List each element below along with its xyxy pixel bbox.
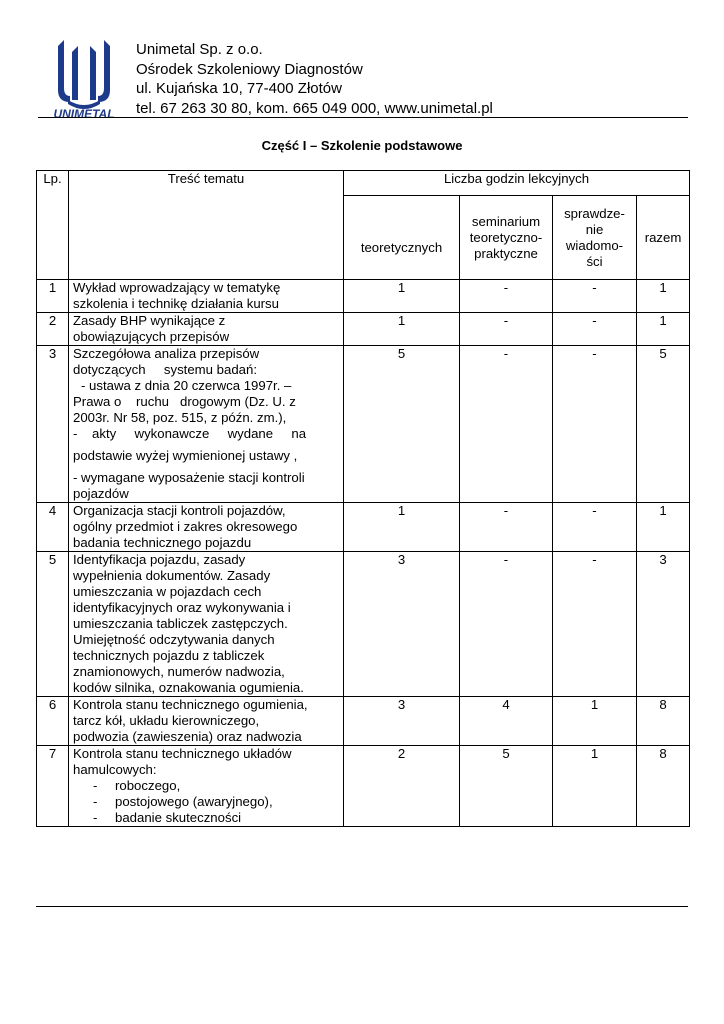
col-seminar-line: seminarium [471,213,541,229]
row-lp: 7 [37,746,69,827]
row-topic [69,746,344,827]
row-theory: 3 [344,552,460,697]
row-check: - [553,552,637,697]
company-contact: tel. 67 263 30 80, kom. 665 049 000, www.unimetal.pl [136,99,493,117]
row-total: 1 [637,280,690,313]
section-title: Część I – Szkolenie podstawowe [261,138,463,153]
topic-line: 2003r. Nr 58, poz. 515, z późn. zm.), [73,410,287,425]
col-theory-label: teoretycznych [360,239,443,255]
topic-line: identyfikacyjnych oraz wykonywania i [73,600,291,615]
row-seminar: 5 [460,746,553,827]
row-theory: 3 [344,697,460,746]
row-seminar: - [460,313,553,346]
table-header-row [37,171,690,196]
curriculum-table [36,170,690,827]
topic-line: Wykład wprowadzający w tematykę [73,280,281,295]
topic-line: badania technicznego pojazdu [73,535,252,550]
table-row [37,346,690,503]
topic-line: Prawa o ruchu drogowym (Dz. U. z [73,394,296,409]
row-total: 8 [637,746,690,827]
row-theory: 1 [344,503,460,552]
row-seminar: - [460,552,553,697]
row-topic [69,313,344,346]
topic-line: - wymagane wyposażenie stacji kontroli [73,470,305,485]
col-check-header [553,196,637,280]
sub-item-text: postojowego (awaryjnego), [115,794,273,809]
row-check: 1 [553,746,637,827]
hours-group-header: Liczba godzin lekcyjnych [344,171,690,196]
col-total-header: razem [637,196,690,280]
sub-item [73,794,339,810]
row-topic [69,280,344,313]
row-topic [69,552,344,697]
topic-line: Identyfikacja pojazdu, zasady [73,552,246,567]
topic-line: znamionowych, numerów nadwozia, [73,664,285,679]
row-seminar: - [460,503,553,552]
sub-item-text: badanie skuteczności [115,810,242,825]
col-topic-header: Treść tematu [69,171,344,280]
topic-line: dotyczących systemu badań: [73,362,257,377]
row-check: - [553,503,637,552]
row-topic [69,697,344,746]
row-lp: 1 [37,280,69,313]
company-address: ul. Kujańska 10, 77-400 Złotów [136,80,342,97]
row-seminar: - [460,346,553,503]
row-lp: 6 [37,697,69,746]
row-lp: 2 [37,313,69,346]
svg-text:UNIMETAL: UNIMETAL [53,107,115,120]
topic-line: Kontrola stanu technicznego układów [73,746,292,761]
row-total: 8 [637,697,690,746]
row-check: - [553,280,637,313]
company-name: Unimetal Sp. z o.o. [136,41,263,58]
sub-item-dash: - [93,794,98,809]
row-lp: 3 [37,346,69,503]
row-topic [69,346,344,503]
table-row [37,280,690,313]
row-total: 1 [637,503,690,552]
table-row [37,503,690,552]
topic-line: - akty wykonawcze wydane na [73,426,307,441]
col-seminar-header [460,196,553,280]
col-theory-header [344,196,460,280]
row-lp: 5 [37,552,69,697]
col-check-line: nie [585,221,604,237]
sub-item [73,778,339,794]
col-check-line: sprawdze- [564,205,625,221]
topic-line: Umiejętność odczytywania danych [73,632,275,647]
row-theory: 2 [344,746,460,827]
row-total: 5 [637,346,690,503]
unimetal-logo [44,38,124,120]
sub-item-text: roboczego, [115,778,181,793]
topic-line: hamulcowych: [73,762,157,777]
row-total: 3 [637,552,690,697]
row-check: - [553,346,637,503]
topic-line: szkolenia i technikę działania kursu [73,296,279,311]
topic-line: Organizacja stacji kontroli pojazdów, [73,503,286,518]
col-lp-header: Lp. [37,171,69,280]
company-center: Ośrodek Szkoleniowy Diagnostów [136,60,363,78]
col-check-line: ści [586,253,603,269]
topic-line: obowiązujących przepisów [73,329,230,344]
row-seminar: - [460,280,553,313]
topic-line: wypełnienia dokumentów. Zasady [73,568,271,583]
topic-line: technicznych pojazdu z tabliczek [73,648,265,663]
topic-line: pojazdów [73,486,129,501]
row-total: 1 [637,313,690,346]
topic-line: umieszczania tabliczek zastępczych. [73,616,288,631]
row-theory: 1 [344,280,460,313]
topic-line: Kontrola stanu technicznego ogumienia, [73,697,308,712]
topic-line: - ustawa z dnia 20 czerwca 1997r. – [81,378,292,393]
topic-line: podwozia (zawieszenia) oraz nadwozia [73,729,302,744]
row-theory: 5 [344,346,460,503]
col-seminar-line: praktyczne [474,245,538,261]
sub-item-dash: - [93,778,98,793]
row-topic [69,503,344,552]
topic-line: ogólny przedmiot i zakres okresowego [73,519,298,534]
table-row [37,746,690,827]
sub-item [73,810,339,826]
table-row [37,552,690,697]
topic-line: Zasady BHP wynikające z [73,313,226,328]
row-seminar: 4 [460,697,553,746]
row-check: 1 [553,697,637,746]
company-header [136,40,493,118]
topic-line: umieszczania w pojazdach cech [73,584,262,599]
col-check-line: wiadomo- [565,237,624,253]
footer-rule [36,906,688,907]
topic-line: podstawie wyżej wymienionej ustawy , [73,448,298,463]
row-theory: 1 [344,313,460,346]
sub-item-dash: - [93,810,98,825]
table-row [37,697,690,746]
topic-line: Szczegółowa analiza przepisów [73,346,260,361]
row-check: - [553,313,637,346]
topic-line: tarcz kół, układu kierowniczego, [73,713,260,728]
topic-line: kodów silnika, oznakowania ogumienia. [73,680,304,695]
row-lp: 4 [37,503,69,552]
col-seminar-line: teoretyczno- [469,229,543,245]
header-rule [38,117,688,118]
table-row [37,313,690,346]
